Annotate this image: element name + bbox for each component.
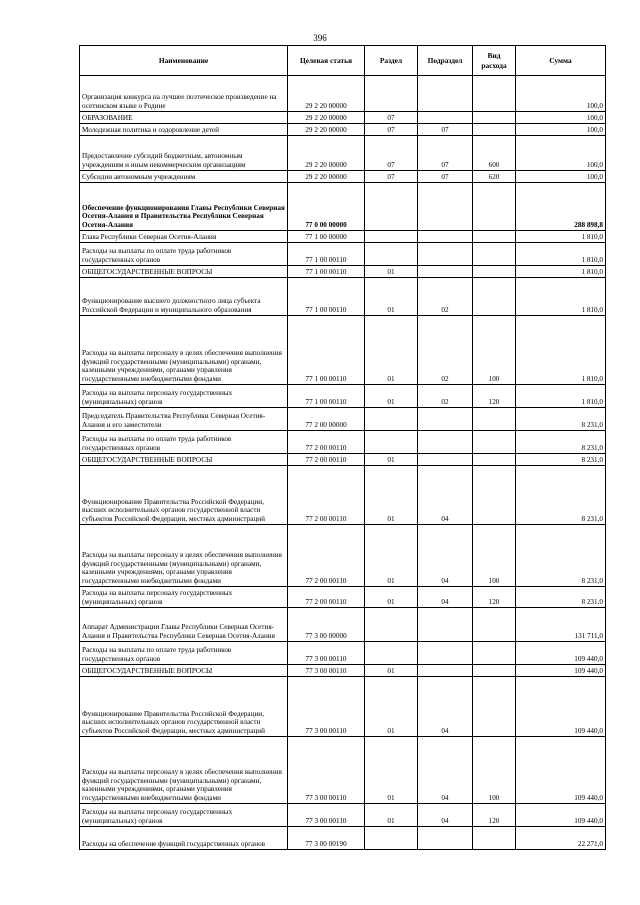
row-subsection-cell: 02 [418,385,473,408]
row-name-cell: Субсидии автономным учреждениям [80,171,288,183]
table-row [80,737,606,804]
row-amount-cell: 8 231,0 [516,525,606,587]
row-name-cell: Организация конкурса на лучшее поэтическое произведение на осетинском языке о Родине [80,76,288,112]
row-target-cell: 77 2 00 00000 [288,408,365,431]
row-amount-cell: 109 440,0 [516,665,606,677]
row-amount-cell: 1 810,0 [516,278,606,316]
table-body [80,76,606,850]
row-target-cell: 77 0 00 00000 [288,183,365,231]
row-subsection-cell: 07 [418,171,473,183]
row-name-cell: Молодежная политика и оздоровление детей [80,124,288,136]
row-name-cell: Функционирование высшего должностного лица субъекта Российской Федерации и муниципального образования [80,278,288,316]
table-row [80,454,606,466]
row-name-cell: Функционирование Правительства Российской Федерации, высших исполнительных органов государственной власти субъектов Российской Федерации, местных администраций [80,677,288,737]
row-name-cell: Расходы на выплаты персоналу государственных (муниципальных) органов [80,385,288,408]
row-name-cell: Обеспечение функционирования Главы Республики Северная Осетия-Алания и Правительства Республики Северная Осетия-Алания [80,183,288,231]
row-section-cell: 01 [365,466,418,525]
row-expense-type-cell [473,76,516,112]
row-expense-type-cell: 620 [473,171,516,183]
row-amount-cell: 100,0 [516,76,606,112]
row-expense-type-cell [473,608,516,642]
row-name-cell: ОБРАЗОВАНИЕ [80,112,288,124]
row-subsection-cell [418,266,473,278]
row-subsection-cell: 04 [418,466,473,525]
table-row [80,677,606,737]
row-name-cell: Председатель Правительства Республики Северная Осетия-Алания и его заместители [80,408,288,431]
row-expense-type-cell [473,266,516,278]
row-name-cell: ОБЩЕГОСУДАРСТВЕННЫЕ ВОПРОСЫ [80,266,288,278]
row-amount-cell: 109 440,0 [516,677,606,737]
row-section-cell: 01 [365,737,418,804]
column-header-subsection: Подраздел [418,46,473,76]
row-amount-cell: 8 231,0 [516,466,606,525]
row-amount-cell: 100,0 [516,171,606,183]
row-expense-type-cell [473,677,516,737]
row-target-cell: 77 2 00 00110 [288,466,365,525]
row-name-cell: Расходы на выплаты персоналу государственных (муниципальных) органов [80,587,288,608]
row-target-cell: 77 1 00 00110 [288,385,365,408]
row-subsection-cell: 07 [418,124,473,136]
row-amount-cell: 8 231,0 [516,408,606,431]
table-row [80,665,606,677]
row-subsection-cell [418,642,473,665]
row-target-cell: 77 1 00 00110 [288,266,365,278]
row-subsection-cell [418,231,473,243]
row-section-cell: 01 [365,525,418,587]
row-name-cell: Аппарат Администрации Главы Республики Северная Осетия-Алания и Правительства Республики Северная Осетия-Алания [80,608,288,642]
row-section-cell [365,608,418,642]
row-subsection-cell [418,431,473,454]
column-header-target: Целевая статья [288,46,365,76]
row-target-cell: 77 2 00 00110 [288,454,365,466]
row-target-cell: 77 2 00 00110 [288,587,365,608]
row-expense-type-cell: 100 [473,525,516,587]
row-amount-cell: 1 810,0 [516,231,606,243]
row-section-cell: 01 [365,316,418,385]
row-target-cell: 77 3 00 00000 [288,608,365,642]
row-expense-type-cell: 600 [473,136,516,171]
row-name-cell: Расходы на выплаты по оплате труда работников государственных органов [80,642,288,665]
table-row [80,642,606,665]
table-header-row [80,46,606,76]
row-expense-type-cell [473,231,516,243]
column-header-amount: Сумма [516,46,606,76]
row-name-cell: Расходы на выплаты персоналу в целях обеспечения выполнения функций государственными (муниципальными) органами, казенными учреждениями, органами управления государственными внебюджетными фондами [80,316,288,385]
table-row [80,431,606,454]
row-expense-type-cell [473,408,516,431]
row-expense-type-cell: 100 [473,316,516,385]
row-section-cell [365,827,418,850]
column-header-name: Наименование [80,46,288,76]
row-amount-cell: 1 810,0 [516,385,606,408]
row-subsection-cell [418,183,473,231]
row-expense-type-cell: 120 [473,804,516,827]
row-amount-cell: 8 231,0 [516,431,606,454]
row-amount-cell: 100,0 [516,112,606,124]
row-section-cell: 01 [365,804,418,827]
row-amount-cell: 1 810,0 [516,243,606,266]
row-target-cell: 77 3 00 00110 [288,642,365,665]
row-target-cell: 77 3 00 00190 [288,827,365,850]
row-name-cell: Глава Республики Северная Осетия-Алания [80,231,288,243]
table-row [80,804,606,827]
row-subsection-cell: 02 [418,278,473,316]
table-row [80,243,606,266]
row-name-cell: Расходы на обеспечение функций государственных органов [80,827,288,850]
table-row [80,266,606,278]
row-section-cell: 01 [365,385,418,408]
row-amount-cell: 22 271,0 [516,827,606,850]
table-row [80,316,606,385]
row-section-cell [365,431,418,454]
row-target-cell: 29 2 20 00000 [288,76,365,112]
table-row [80,171,606,183]
table-row [80,525,606,587]
table-row [80,466,606,525]
row-subsection-cell [418,827,473,850]
row-amount-cell: 109 440,0 [516,804,606,827]
row-section-cell: 01 [365,266,418,278]
row-target-cell: 77 2 00 00110 [288,431,365,454]
row-amount-cell: 109 440,0 [516,737,606,804]
table-row [80,587,606,608]
row-section-cell: 01 [365,278,418,316]
row-name-cell: Расходы на выплаты персоналу в целях обеспечения выполнения функций государственными (муниципальными) органами, казенными учреждениями, органами управления государственными внебюджетными фондами [80,737,288,804]
row-target-cell: 29 2 20 00000 [288,124,365,136]
row-section-cell [365,642,418,665]
row-amount-cell: 1 810,0 [516,316,606,385]
row-target-cell: 77 1 00 00110 [288,316,365,385]
row-section-cell: 01 [365,454,418,466]
page-number: 396 [313,33,327,43]
row-section-cell [365,183,418,231]
row-subsection-cell [418,408,473,431]
row-expense-type-cell: 100 [473,737,516,804]
table-row [80,76,606,112]
row-target-cell: 77 3 00 00110 [288,677,365,737]
row-expense-type-cell [473,454,516,466]
row-section-cell: 07 [365,171,418,183]
row-expense-type-cell: 120 [473,587,516,608]
row-subsection-cell [418,665,473,677]
row-target-cell: 29 2 20 00000 [288,171,365,183]
row-expense-type-cell [473,466,516,525]
row-target-cell: 77 3 00 00110 [288,737,365,804]
row-subsection-cell [418,243,473,266]
budget-table [79,45,606,850]
table-row [80,608,606,642]
row-subsection-cell [418,608,473,642]
row-target-cell: 77 1 00 00110 [288,278,365,316]
row-subsection-cell: 04 [418,525,473,587]
row-name-cell: Расходы на выплаты персоналу государственных (муниципальных) органов [80,804,288,827]
table-row [80,136,606,171]
column-header-expense-type: Вид расхода [473,46,516,76]
row-subsection-cell: 02 [418,316,473,385]
row-expense-type-cell [473,431,516,454]
row-section-cell: 07 [365,136,418,171]
row-subsection-cell [418,454,473,466]
row-name-cell: ОБЩЕГОСУДАРСТВЕННЫЕ ВОПРОСЫ [80,665,288,677]
row-expense-type-cell [473,183,516,231]
table-row [80,385,606,408]
row-target-cell: 77 2 00 00110 [288,525,365,587]
row-target-cell: 77 3 00 00110 [288,804,365,827]
row-subsection-cell [418,112,473,124]
row-section-cell: 07 [365,112,418,124]
row-amount-cell: 8 231,0 [516,454,606,466]
row-target-cell: 29 2 20 00000 [288,112,365,124]
row-subsection-cell: 04 [418,677,473,737]
row-section-cell [365,243,418,266]
row-subsection-cell [418,76,473,112]
row-name-cell: Расходы на выплаты персоналу в целях обеспечения выполнения функций государственными (муниципальными) органами, казенными учреждениями, органами управления государственными внебюджетными фондами [80,525,288,587]
table-row [80,124,606,136]
row-amount-cell: 100,0 [516,124,606,136]
row-subsection-cell: 04 [418,804,473,827]
row-subsection-cell: 07 [418,136,473,171]
row-name-cell: Функционирование Правительства Российской Федерации, высших исполнительных органов государственной власти субъектов Российской Федерации, местных администраций [80,466,288,525]
row-expense-type-cell [473,112,516,124]
table-row [80,183,606,231]
row-amount-cell: 100,0 [516,136,606,171]
row-expense-type-cell: 120 [473,385,516,408]
row-expense-type-cell [473,243,516,266]
table-row [80,278,606,316]
row-amount-cell: 131 711,0 [516,608,606,642]
row-name-cell: Предоставление субсидий бюджетным, автономным учреждениям и иным некоммерческим организациям [80,136,288,171]
row-amount-cell: 109 440,0 [516,642,606,665]
row-section-cell: 01 [365,677,418,737]
row-target-cell: 77 1 00 00110 [288,243,365,266]
table-row [80,231,606,243]
row-target-cell: 77 3 00 00110 [288,665,365,677]
row-section-cell: 01 [365,665,418,677]
row-expense-type-cell [473,124,516,136]
row-name-cell: ОБЩЕГОСУДАРСТВЕННЫЕ ВОПРОСЫ [80,454,288,466]
row-name-cell: Расходы на выплаты по оплате труда работников государственных органов [80,243,288,266]
row-name-cell: Расходы на выплаты по оплате труда работников государственных органов [80,431,288,454]
table-row [80,827,606,850]
row-subsection-cell: 04 [418,587,473,608]
row-expense-type-cell [473,278,516,316]
table-row [80,112,606,124]
row-section-cell [365,231,418,243]
row-expense-type-cell [473,827,516,850]
row-section-cell [365,408,418,431]
row-expense-type-cell [473,665,516,677]
row-section-cell: 07 [365,124,418,136]
row-target-cell: 77 1 00 00000 [288,231,365,243]
row-section-cell [365,76,418,112]
row-expense-type-cell [473,642,516,665]
row-amount-cell: 288 898,8 [516,183,606,231]
row-amount-cell: 1 810,0 [516,266,606,278]
row-subsection-cell: 04 [418,737,473,804]
table-row [80,408,606,431]
row-amount-cell: 8 231,0 [516,587,606,608]
row-target-cell: 29 2 20 00000 [288,136,365,171]
row-section-cell: 01 [365,587,418,608]
column-header-section: Раздел [365,46,418,76]
